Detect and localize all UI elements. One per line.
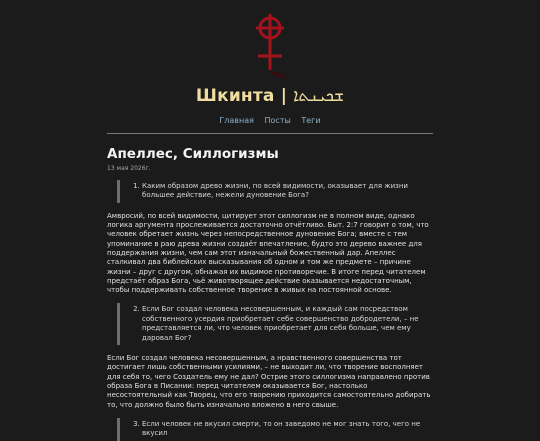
site-name: Шкинта xyxy=(195,86,275,106)
nav-link-tags[interactable]: Теги xyxy=(301,116,321,125)
site-logo-emblem-icon[interactable] xyxy=(250,12,290,78)
question-blockquote xyxy=(117,180,433,203)
answer-paragraph: Амвросий, по всей видимости, цитирует этот силлогизм не в полном виде, однако логика аргумента прослеживается достаточно отчётливо. Быт. 2:7 говорит о том, что человек обретает жизнь через непосредственное дуновение Бога; вместе с тем упоминание в раю древа жизни создаёт впечатление, будто это дерево важнее для поддержания жизни, чем сам этот изначальный божественный дар. Апеллес сталкивал два библейских высказывания об одном и том же предмете – причине жизни – друг с другом, обнажая их видимое противоречие. В итоге перед читателем предстаёт образ Бога, чьё животворящее действие оказывается недостаточным, чтобы поддерживать собственное творение в живых на постоянной основе. xyxy=(107,211,429,295)
site-name-script: ܫܟܝܢܬܐ xyxy=(293,86,345,106)
answer-paragraph: Если Бог создал человека несовершенным, а нравственного совершенства тот достигает лишь собственными усилиями, – не выходит ли, что творение восполняет для себя то, чего Создатель ему не дал? Острие этого силлогизма направлено против образа Бога в Писании: перед читателем оказывается Бог, настолько несостоятельный как Творец, что его творению приходится самостоятельно добирать то, что должно было быть изначально вложено в него свыше. xyxy=(107,354,431,409)
post-date: 13 мая 2026г. xyxy=(107,165,151,172)
question-blockquote xyxy=(117,303,433,345)
question-blockquote xyxy=(117,418,433,441)
nav-link-home[interactable]: Главная xyxy=(219,116,254,125)
question-item: 2. Если Бог создал человека несовершенным, и каждый сам посредством собственного усердия приобретает себе совершенство добродетели, – не представляется ли, что человек приобретает для себя больше, чем ему даровал Бог? xyxy=(142,305,433,343)
question-item: 1. Каким образом древо жизни, по всей видимости, оказывает для жизни большее действие, нежели дуновение Бога? xyxy=(142,182,433,201)
main-nav xyxy=(0,116,540,125)
site-title[interactable] xyxy=(0,86,540,106)
title-separator: | xyxy=(280,86,288,106)
nav-link-posts[interactable]: Посты xyxy=(264,116,291,125)
header-divider xyxy=(107,133,433,134)
question-item: 3. Если человек не вкусил смерти, то он заведомо не мог знать того, чего не вкусил xyxy=(142,420,433,439)
post-title: Апеллес, Силлогизмы xyxy=(107,146,279,162)
post-article xyxy=(107,146,433,441)
